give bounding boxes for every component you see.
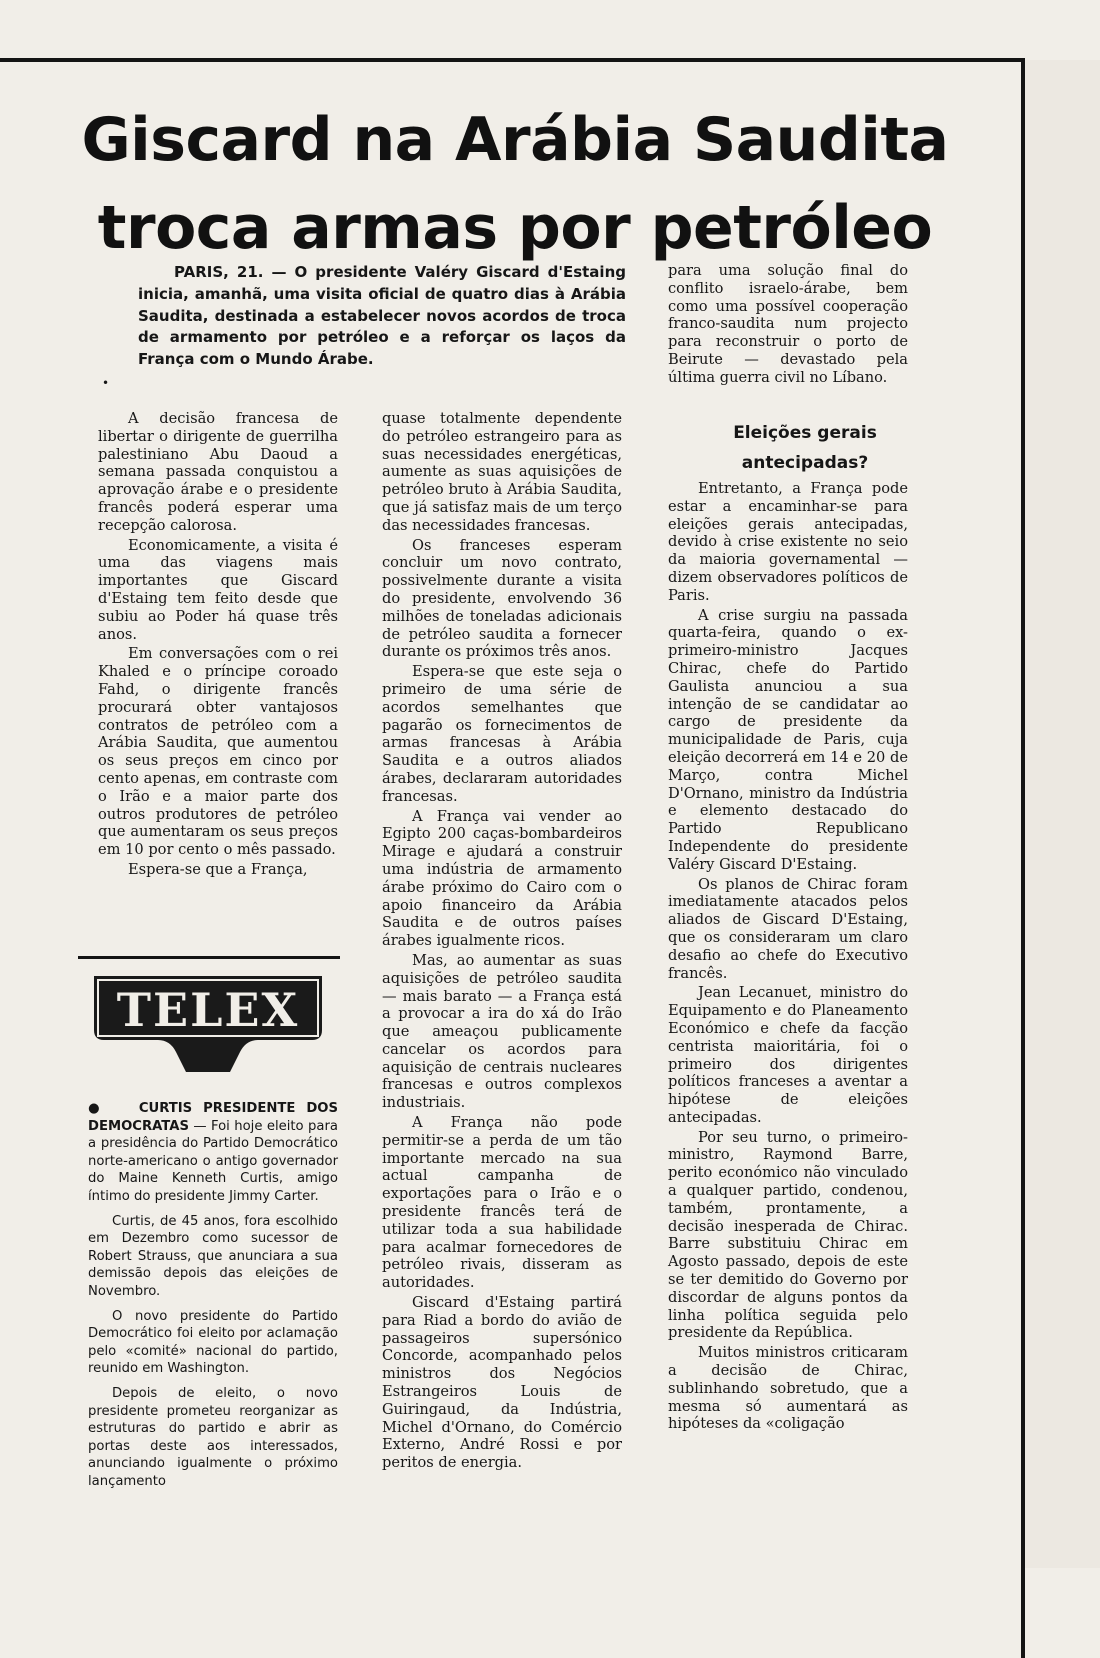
telex-bullet-icon: ● <box>88 1101 139 1116</box>
telex-logo <box>90 968 326 1080</box>
subheading-line-2: antecipadas? <box>741 453 869 473</box>
subheading <box>680 418 930 478</box>
bullet-dot-icon: • <box>102 376 110 390</box>
telex-heading: CURTIS PRESIDENTE DOS DEMOCRATAS <box>88 1101 338 1134</box>
paragraph: A decisão francesa de libertar o dirigente de guerrilha palestiniano Abu Daoud a semana passada conquistou a aprovação árabe e o presidente francês poderá esperar uma recepção calorosa. <box>98 410 338 534</box>
paragraph: Economicamente, a visita é uma das viagens mais importantes que Giscard d'Estaing tem feito desde que subiu ao Poder há quase três anos. <box>98 536 338 643</box>
paragraph: Em conversações com o rei Khaled e o príncipe coroado Fahd, o dirigente francês procurará obter vantajosos contratos de petróleo com a Arábia Saudita, que aumentou os seus preços em cinco por cento apenas, em contraste com o Irão e a maior parte dos outros produtores de petróleo que aumentaram os seus preços em 10 por cento o mês passado. <box>98 645 338 859</box>
paragraph: Espera-se que este seja o primeiro de uma série de acordos semelhantes que pagarão os fornecimentos de armas francesas à Arábia Saudita e a outros aliados árabes, declararam autoridades francesas. <box>382 663 622 805</box>
paragraph: Giscard d'Estaing partirá para Riad a bordo do avião de passageiros supersónico Concorde, acompanhado pelos ministros dos Negócios Estrangeiros Louis de Guiringaud, da Indústria, Michel d'Ornano, do Comércio Externo, André Rossi e por peritos de energia. <box>382 1294 622 1472</box>
telex-paragraph: Curtis, de 45 anos, fora escolhido em Dezembro como sucessor de Robert Strauss, que anunciara a sua demissão depois das eleições de Novembro. <box>88 1213 338 1299</box>
paragraph: A França não pode permitir-se a perda de um tão importante mercado na sua actual campanha de exportações para o Irão e o presidente francês terá de utilizar toda a sua habilidade para acalmar fornecedores de petróleo rivais, disseram as autoridades. <box>382 1114 622 1292</box>
article-column-1 <box>98 410 338 881</box>
paragraph: Por seu turno, o primeiro-ministro, Raymond Barre, perito económico não vinculado a qualquer partido, condenou, também, prontamente, a decisão inesperada de Chirac. Barre substituiu Chirac em Agosto passado, depois de este se ter demitido do Governo por discordar de alguns pontos da linha política seguida pelo presidente da República. <box>668 1128 908 1342</box>
subheading-line-1: Eleições gerais <box>733 423 877 443</box>
paragraph: Espera-se que a França, <box>128 860 308 878</box>
paragraph: quase totalmente dependente do petróleo estrangeiro para as suas necessidades energéticas, aumente as suas aquisições de petróleo bruto à Arábia Saudita, que já satisfaz mais de um terço das necessidades francesas. <box>382 410 622 534</box>
article-column-3-intro <box>668 262 908 389</box>
paragraph: Os planos de Chirac foram imediatamente atacados pelos aliados de Giscard D'Estaing, que os consideraram um claro desafio ao chefe do Executivo francês. <box>668 875 908 982</box>
article-column-3 <box>668 480 908 1435</box>
paragraph: A França vai vender ao Egipto 200 caças-bombardeiros Mirage e ajudará a construir uma indústria de armamento árabe próximo do Cairo com o apoio financeiro da Arábia Saudita e de outros países árabes igualmente ricos. <box>382 807 622 950</box>
paragraph: Entretanto, a França pode estar a encaminhar-se para eleições gerais antecipadas, devido à crise existente no seio da maioria governamental — dizem observadores políticos de Paris. <box>668 480 908 604</box>
paragraph: A crise surgiu na passada quarta-feira, quando o ex-primeiro-ministro Jacques Chirac, chefe do Partido Gaulista anunciou a sua intenção de se candidatar ao cargo de presidente da municipalidade de Paris, cuja eleição decorrerá em 14 e 20 de Março, contra Michel D'Ornano, ministro da Indústria e elemento destacado do Partido Republicano Independente do presidente Valéry Giscard D'Estaing. <box>668 606 908 873</box>
paragraph: Jean Lecanuet, ministro do Equipamento e do Planeamento Económico e chefe da facção centrista maioritária, foi o primeiro dos dirigentes políticos franceses a aventar a hipótese de eleições antecipadas. <box>668 984 908 1126</box>
telex-paragraph: — Foi hoje eleito para a presidência do Partido Democrático norte-americano o antigo governador do Maine Kenneth Curtis, amigo íntimo do presidente Jimmy Carter. <box>88 1118 338 1204</box>
section-divider <box>78 956 340 959</box>
telex-column <box>88 1100 338 1497</box>
paragraph: Os franceses esperam concluir um novo contrato, possivelmente durante a visita do presidente, envolvendo 36 milhões de toneladas adicionais de petróleo saudita a fornecer durante os próximos três anos. <box>382 536 622 661</box>
telex-logo-text: TELEX <box>116 983 300 1037</box>
headline-line-1: Giscard na Arábia Saudita <box>81 105 949 175</box>
paragraph: para uma solução final do conflito israelo-árabe, bem como uma possível cooperação franco-saudita num projecto para reconstruir o porto de Beirute — devastado pela última guerra civil no Líbano. <box>668 262 908 386</box>
adjacent-page-bleed <box>1022 60 1100 1568</box>
telex-item <box>88 1100 338 1206</box>
lead-paragraph: PARIS, 21. — O presidente Valéry Giscard d'Estaing inicia, amanhã, uma visita oficial de quatro dias à Arábia Saudita, destinada a estabelecer novos acordos de troca de armamento por petróleo e a reforçar os laços da França com o Mundo Árabe. <box>138 263 626 369</box>
headline <box>40 96 990 272</box>
paragraph: Mas, ao aumentar as suas aquisições de petróleo saudita — mais barato — a França está a provocar a ira do xá do Irão que ameaçou publicamente cancelar os acordos para aquisição de centrais nucleares francesas e outros complexos industriais. <box>382 951 622 1112</box>
telex-paragraph: Depois de eleito, o novo presidente prometeu reorganizar as estruturas do partido e abrir as portas deste aos interessados, anunciando igualmente o próximo lançamento <box>88 1385 338 1489</box>
telex-paragraph: O novo presidente do Partido Democrático foi eleito por aclamação pelo «comité» nacional do partido, reunido em Washington. <box>88 1308 338 1377</box>
article-column-2 <box>382 410 622 1474</box>
headline-line-2: troca armas por petróleo <box>97 193 933 263</box>
paragraph: Muitos ministros criticaram a decisão de Chirac, sublinhando sobretudo, que a mesma só aumentará as hipóteses da «coligação <box>668 1344 908 1433</box>
